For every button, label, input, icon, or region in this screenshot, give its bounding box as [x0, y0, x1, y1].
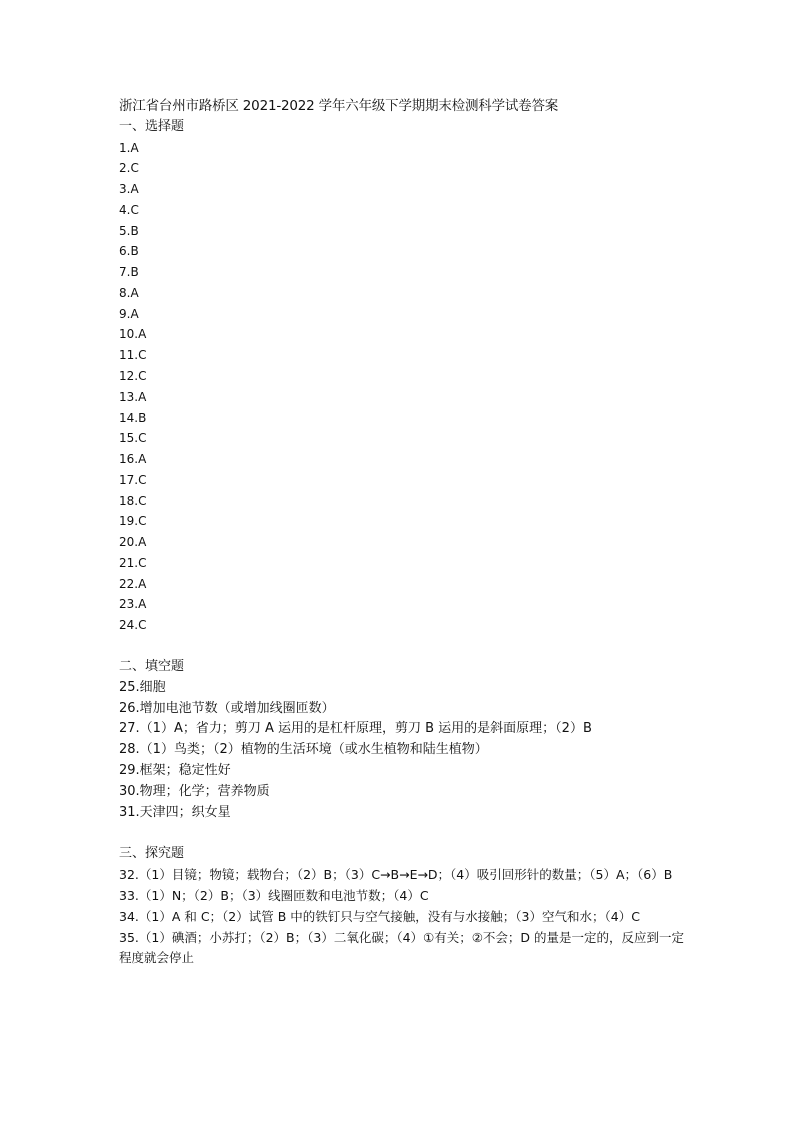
answer-item: 22.A [119, 576, 147, 591]
answer-item: 1.A [119, 140, 139, 155]
answer-item: 28.（1）鸟类；（2）植物的生活环境（或水生植物和陆生植物） [119, 742, 488, 758]
section-multiple-choice-heading: 一、选择题 [119, 118, 185, 134]
answer-item: 17.C [119, 472, 147, 487]
inquiry-list [119, 865, 685, 969]
fill-blank-list [119, 678, 679, 824]
section-inquiry-heading: 三、探究题 [119, 846, 185, 862]
section-fill-blank-heading: 二、填空题 [119, 658, 185, 674]
answer-item: 26.增加电池节数（或增加线圈匝数） [119, 700, 335, 716]
answer-item: 7.B [119, 265, 139, 280]
answer-item: 19.C [119, 514, 147, 529]
answer-item: 12.C [119, 369, 147, 384]
answer-item: 35.（1）碘酒；小苏打；（2）B；（3）二氧化碳；（4）①有关；②不会；D 的量是一定的，反应到一定程度就会停止 [119, 929, 685, 966]
answer-item: 10.A [119, 327, 147, 342]
answer-item: 6.B [119, 244, 139, 259]
answer-item: 4.C [119, 202, 139, 217]
answer-item: 9.A [119, 306, 139, 321]
answer-item: 24.C [119, 618, 147, 633]
answer-item: 8.A [119, 285, 139, 300]
answer-item: 20.A [119, 535, 147, 550]
answer-item: 18.C [119, 493, 147, 508]
answer-item: 23.A [119, 597, 147, 612]
answer-item: 31.天津四；织女星 [119, 804, 231, 820]
answer-item: 3.A [119, 182, 139, 197]
answer-item: 32.（1）目镜；物镜；载物台；（2）B；（3）C→B→E→D；（4）吸引回形针的数量；（5）A；（6）B [119, 867, 673, 883]
answer-item: 2.C [119, 161, 139, 176]
answer-item: 15.C [119, 431, 147, 446]
answer-item: 11.C [119, 348, 147, 363]
section-spacer [119, 823, 679, 844]
answer-item: 25.细胞 [119, 679, 166, 695]
answer-item: 21.C [119, 555, 147, 570]
answer-document [119, 96, 685, 969]
answer-item: 33.（1）N；（2）B；（3）线圈匝数和电池节数；（4）C [119, 887, 429, 903]
answer-item: 27.（1）A；省力；剪刀 A 运用的是杠杆原理，剪刀 B 运用的是斜面原理；（2）B [119, 721, 592, 737]
section-spacer [119, 636, 679, 657]
answer-item: 29.框架；稳定性好 [119, 762, 231, 778]
multiple-choice-list [119, 138, 679, 636]
document-title: 浙江省台州市路桥区 2021-2022 学年六年级下学期期末检测科学试卷答案 [119, 98, 559, 114]
answer-item: 30.物理；化学；营养物质 [119, 783, 270, 799]
answer-item: 14.B [119, 410, 147, 425]
answer-item: 13.A [119, 389, 147, 404]
answer-item: 16.A [119, 452, 147, 467]
answer-item: 34.（1）A 和 C；（2）试管 B 中的铁钉只与空气接触，没有与水接触；（3）空气和水；（4）C [119, 908, 640, 924]
answer-item: 5.B [119, 223, 139, 238]
